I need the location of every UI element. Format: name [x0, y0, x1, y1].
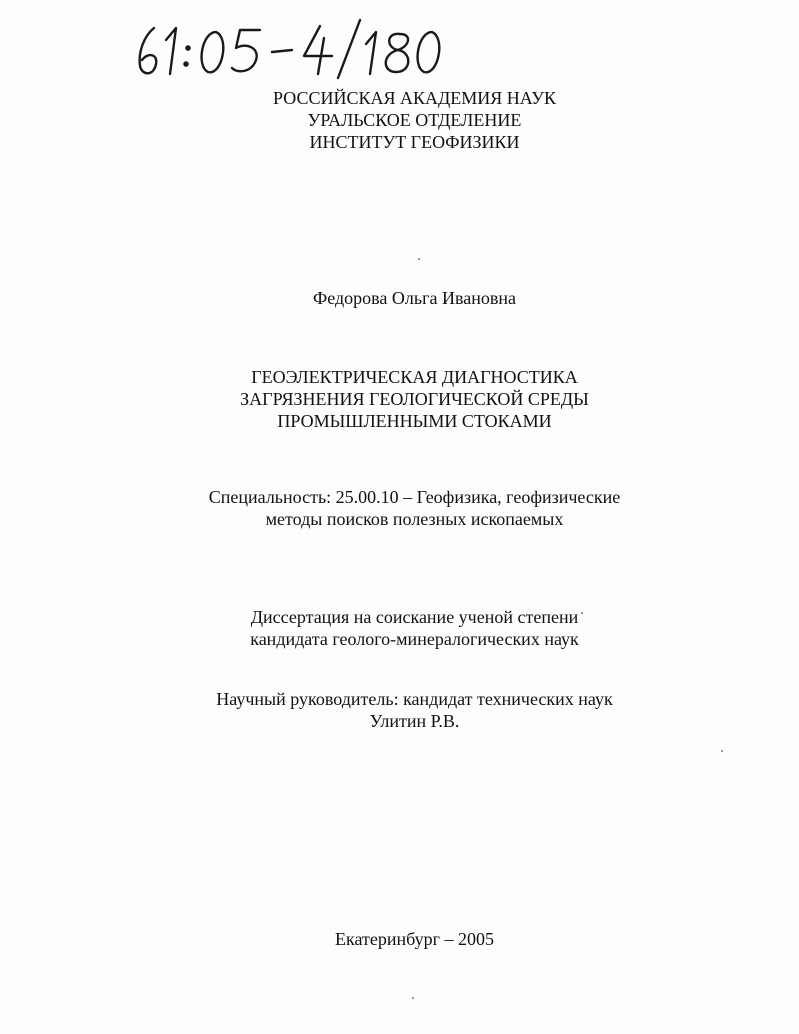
city-year-footer [15, 928, 799, 950]
city-year: Екатеринбург – 2005 [335, 929, 494, 949]
dissertation-title [15, 366, 799, 432]
title-line-3: ПРОМЫШЛЕННЫМИ СТОКАМИ [277, 411, 552, 431]
author-name: Федорова Ольга Ивановна [313, 288, 516, 308]
handwritten-number-drawing [132, 18, 452, 80]
scan-speck [581, 612, 583, 614]
title-line-1: ГЕОЭЛЕКТРИЧЕСКАЯ ДИАГНОСТИКА [251, 367, 578, 387]
institution-block [15, 87, 799, 153]
institution-line-institute: ИНСТИТУТ ГЕОФИЗИКИ [309, 132, 520, 152]
handwritten-catalog-number [132, 18, 452, 80]
specialty-line-2: методы поисков полезных ископаемых [265, 509, 564, 529]
degree-line-2: кандидата геолого-минералогических наук [250, 629, 579, 649]
institution-line-academy: РОССИЙСКАЯ АКАДЕМИЯ НАУК [273, 88, 556, 108]
supervisor-block [15, 688, 799, 732]
author-block [15, 287, 799, 309]
institution-line-branch: УРАЛЬСКОЕ ОТДЕЛЕНИЕ [307, 110, 522, 130]
supervisor-name: Улитин Р.В. [369, 711, 460, 731]
specialty-line-1: Специальность: 25.00.10 – Геофизика, геофизические [208, 487, 621, 507]
scan-speck [721, 750, 723, 752]
degree-block [15, 606, 799, 650]
degree-line-1: Диссертация на соискание ученой степени [250, 607, 579, 627]
scan-speck [418, 258, 420, 260]
scan-speck [412, 997, 414, 999]
specialty-block [15, 486, 799, 530]
title-line-2: ЗАГРЯЗНЕНИЯ ГЕОЛОГИЧЕСКОЙ СРЕДЫ [240, 389, 589, 409]
supervisor-line-1: Научный руководитель: кандидат технических наук [216, 689, 613, 709]
